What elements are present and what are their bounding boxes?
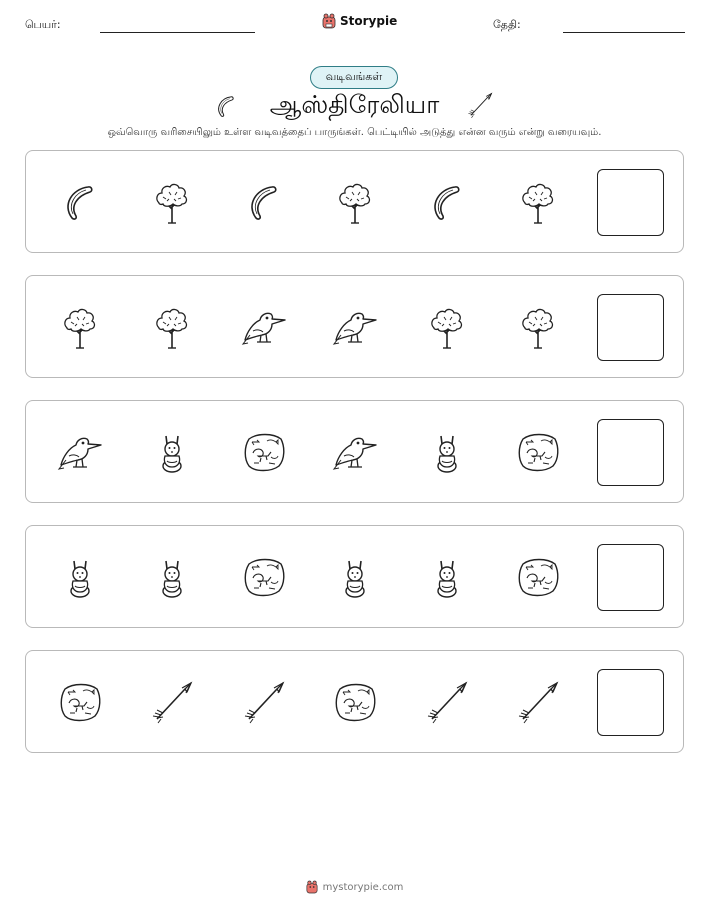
kangaroo-icon	[424, 554, 470, 600]
brand-logo	[322, 13, 397, 29]
answer-box[interactable]	[597, 544, 664, 611]
kangaroo-icon	[149, 429, 195, 475]
tree-icon	[515, 179, 561, 225]
rock-art-icon	[515, 429, 561, 475]
spear-icon	[515, 679, 561, 725]
date-label: தேதி:	[493, 18, 521, 31]
rock-art-icon	[515, 554, 561, 600]
pattern-row	[25, 525, 684, 628]
name-line[interactable]	[100, 32, 255, 33]
storypie-mascot-icon	[306, 880, 318, 894]
kangaroo-icon	[149, 554, 195, 600]
kookaburra-icon	[57, 429, 103, 475]
kangaroo-icon	[57, 554, 103, 600]
kangaroo-icon	[424, 429, 470, 475]
date-line[interactable]	[563, 32, 685, 33]
kangaroo-icon	[332, 554, 378, 600]
spear-icon	[424, 679, 470, 725]
rock-art-icon	[241, 554, 287, 600]
spear-icon	[149, 679, 195, 725]
boomerang-icon	[212, 92, 240, 120]
rock-art-icon	[332, 679, 378, 725]
tree-icon	[149, 304, 195, 350]
pattern-row	[25, 400, 684, 503]
rock-art-icon	[241, 429, 287, 475]
boomerang-icon	[57, 179, 103, 225]
boomerang-icon	[424, 179, 470, 225]
brand-name: Storypie	[340, 14, 398, 28]
tree-icon	[424, 304, 470, 350]
pattern-row	[25, 275, 684, 378]
spear-icon	[466, 90, 494, 120]
footer-site: mystorypie.com	[322, 881, 404, 893]
kookaburra-icon	[241, 304, 287, 350]
boomerang-icon	[241, 179, 287, 225]
pattern-row	[25, 150, 684, 253]
tree-icon	[332, 179, 378, 225]
answer-box[interactable]	[597, 169, 664, 236]
kookaburra-icon	[332, 429, 378, 475]
page-title: ஆஸ்திரேலியா	[269, 90, 440, 119]
pattern-row	[25, 650, 684, 753]
tree-icon	[149, 179, 195, 225]
answer-box[interactable]	[597, 419, 664, 486]
kookaburra-icon	[332, 304, 378, 350]
answer-box[interactable]	[597, 294, 664, 361]
storypie-mascot-icon	[322, 13, 336, 29]
instruction-text: ஒவ்வொரு வரிசையிலும் உள்ள வடிவத்தைப் பாருங்கள். பெட்டியில் அடுத்து என்ன வரும் என்று வரையவும்.	[107, 127, 602, 138]
answer-box[interactable]	[597, 669, 664, 736]
name-label: பெயர்:	[25, 18, 61, 31]
tree-icon	[57, 304, 103, 350]
footer	[0, 880, 709, 894]
category-pill: வடிவங்கள்	[310, 66, 398, 89]
rock-art-icon	[57, 679, 103, 725]
tree-icon	[515, 304, 561, 350]
spear-icon	[241, 679, 287, 725]
